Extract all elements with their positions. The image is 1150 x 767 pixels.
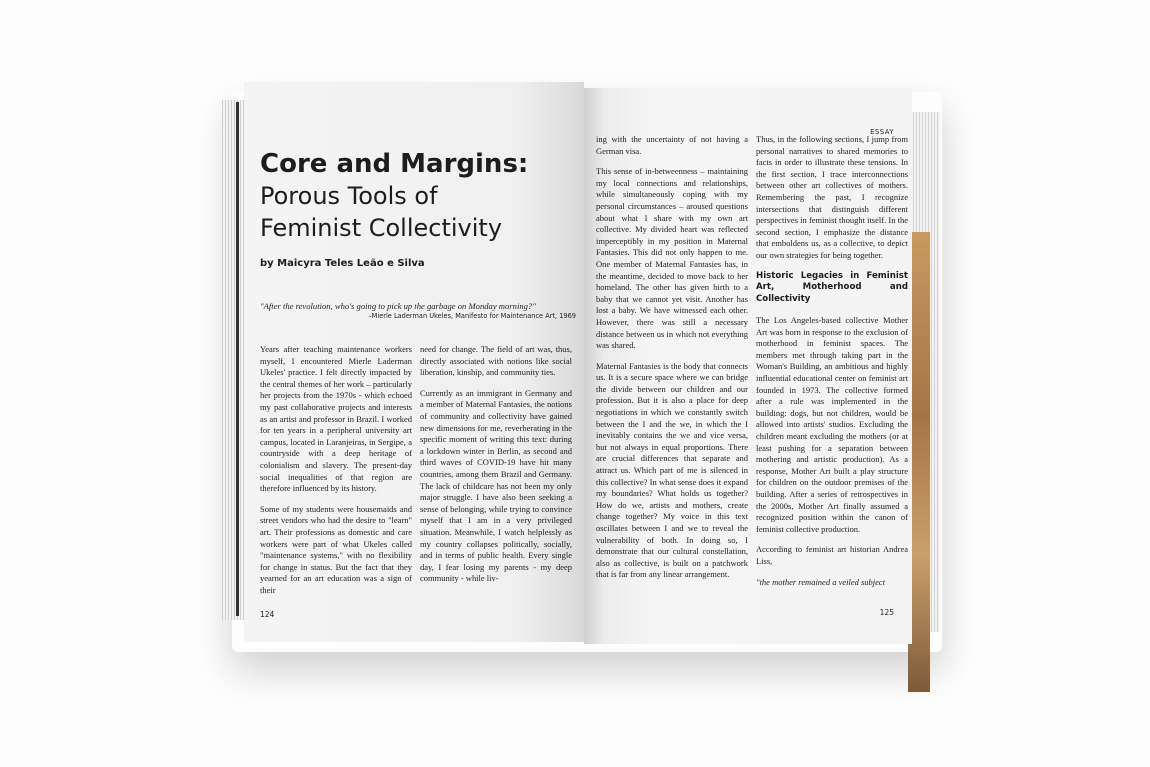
quote: "the mother remained a veiled subject [756, 576, 886, 587]
paragraph: need for change. The field of art was, thus, directly associated with notions like social liberation, kinship, and community ties. [420, 344, 572, 378]
title-line-1: Core and Margins: [260, 149, 529, 179]
paragraph: Thus, in the following sections, I jump from personal narratives to shared memories to facts in order to illustrate these tensions. In the first section, I trace interconnections between other art collectives of mothers. Remembering the past, I recognize intersections that distinguish different perspectives in feminist thought itself. In the second section, I emphasize the distance that emboldens us, as a collective, to depict our own strategies for being together. [756, 134, 908, 260]
left-column-1 [260, 344, 412, 605]
paragraph: Maternal Fantasies is the body that connects us. It is a secure space where we can bridge the divide between our children and our profession. But it is also a place for deep negotiations in which we constantly switch between the I and the we, in which the I inevitably contains the we and vice versa, but not always in equal proportions. There are crucial differences that separate and attract us. Which part of me is silenced in this collective? In what sense does it expand my boundaries? What holds us together? How do we, artists and mothers, create change together? My voice in this text oscillates between I and we to reveal the vulnerability of both. In doing so, I demonstrate that our cultural constellation, also as collective, is built on a patchwork that is far from any linear arrangement. [596, 360, 748, 580]
section-heading: Historic Legacies in Feminist Art, Motherhood and Collectivity [756, 270, 908, 304]
byline: by Maicyra Teles Leão e Silva [260, 258, 425, 269]
article-title [260, 148, 570, 244]
left-column-2 [420, 344, 572, 594]
page-number: 124 [260, 610, 275, 619]
paragraph: Some of my students were housemaids and street vendors who had the desire to "learn" art. Their professions as domestic and care workers were part of what Ukeles called "maintenance systems," with no flexibility for change in status. But the fact that they yearned for an art education was a sign of their [260, 503, 412, 595]
epigraph: "After the revolution, who's going to pick up the garbage on Monday morning?" [260, 301, 536, 311]
title-line-2: Porous Tools of [260, 182, 438, 210]
right-column-1 [596, 134, 748, 590]
paragraph: The Los Angeles-based collective Mother Art was born in response to the exclusion of motherhood in feminist spaces. The members met through taking part in the Woman's Building, an ambitious and highly influential educational center on feminist art founded in 1973. The collective formed after a rule was implemented in the building: dogs, but not children, would be allowed into artists' studios. Excluding the children meant excluding the mothers (or at least pushing for a separation between mothering and artistic production). As a response, Mother Art built a play structure for children on the outdoor premises of the building. After a series of retrospectives in the 2000s, Mother Art finally assumed a recognized position within the canon of feminist collective production. [756, 315, 908, 534]
title-line-3: Feminist Collectivity [260, 214, 503, 242]
cover-edge [236, 102, 239, 616]
right-column-2 [756, 134, 908, 597]
page-number: 125 [879, 608, 894, 617]
book-page-edges-left [222, 100, 246, 620]
paragraph: This sense of in-betweenness – maintaining my local connections and relationships, while simultaneously coping with my personal circumstances – aroused questions about what I share with my own art collective. My divided heart was reflected imperceptibly in my position in Maternal Fantasies. This did not only happen to me. One member of Maternal Fantasies has, in the meantime, decided to move back to her homeland. The other has given birth to a baby that we cannot yet visit. Another has lost a baby. We have witnessed each other. However, there was still a necessary distance between us in which not everything was shared. [596, 166, 748, 351]
epigraph-source: –Mierle Laderman Ukeles, Manifesto for Maintenance Art, 1969 [368, 312, 576, 320]
right-page [584, 88, 912, 644]
section-header: ESSAY [870, 128, 894, 136]
book-page-edges-right [908, 112, 940, 632]
paragraph: Currently as an immigrant in Germany and a member of Maternal Fantasies, the notions of community and collectivity have gained new dimensions for me, reverberating in the specific moment of writing this text: during a lockdown winter in Berlin, as second and third waves of COVID-19 have hit many countries, among them Brazil and Germany. The lack of childcare has not been my only major struggle. I have also been seeking a sense of belonging, while trying to convince myself that I am in a very privileged situation. Meanwhile, I watch helplessly as my country collapses politically, socially, and in terms of public health. Every single day, I fear losing my parents - my deep community - while liv- [420, 387, 572, 584]
left-page [244, 82, 584, 642]
paragraph: According to feminist art historian Andrea Liss, [756, 544, 908, 566]
paragraph: ing with the uncertainty of not having a German visa. [596, 134, 748, 156]
paragraph: Years after teaching maintenance workers myself, I encountered Mierle Laderman Ukeles' practice. I felt directly impacted by the central themes of her work – particularly her projects from the 1970s - which echoed my past collaborative projects and interests as an artist and professor in Brazil. I worked for ten years in a peripheral university art campus, located in Laranjeiras, in Sergipe, a countryside with a deep heritage of colonialism and slavery. The present-day social inequalities of that region are therefore influenced by its history. [260, 344, 412, 494]
